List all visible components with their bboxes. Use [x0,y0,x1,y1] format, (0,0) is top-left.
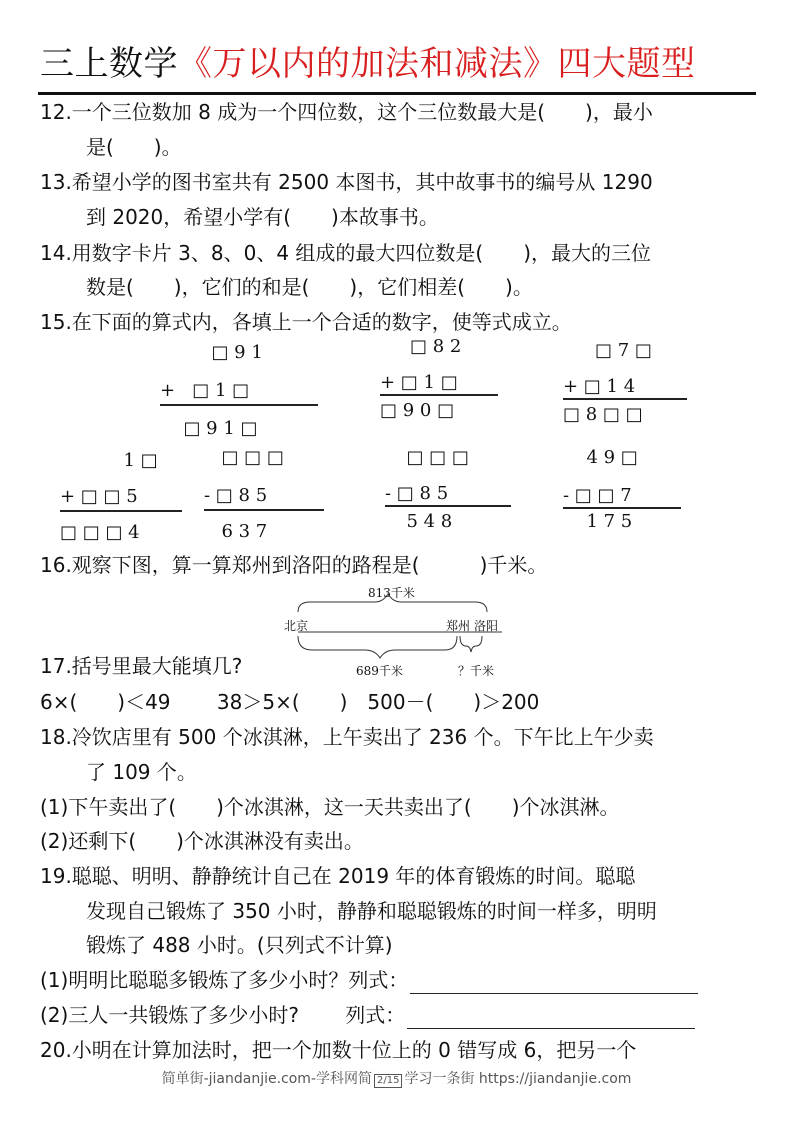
calc-7-row1: 4 9 □ [575,447,638,468]
calc-2 [380,336,520,426]
calc-3-bar [563,398,687,400]
page-number: 2/15 [374,1074,402,1088]
q14-line2: 数是( )，它们的和是( )，它们相差( )。 [86,275,533,299]
q17-line2: 6×( )＜49 38＞5×( ) 500－( )＞200 [40,690,540,714]
calc-7-bar [563,507,681,509]
q13-line1: 13.希望小学的图书室共有 2500 本图书，其中故事书的编号从 1290 [40,170,653,194]
calc-2-row1: □ 8 2 [410,336,462,357]
calc-1-bar [160,404,318,406]
footer [0,1068,793,1088]
label-beijing: 北京 [284,619,309,633]
calc-3-row2: + □ 1 4 [563,376,636,397]
q19-sub1-text: (1)明明比聪聪多锻炼了多少小时？列式： [40,968,409,992]
calc-5-row2: - □ 8 5 [204,485,268,506]
q18-line1: 18.冷饮店里有 500 个冰淇淋，上午卖出了 236 个。下午比上午少卖 [40,725,654,749]
calc-5-bar [204,509,324,511]
calc-2-row2: + □ 1 □ [380,372,458,393]
calc-3-row3: □ 8 □ □ [563,404,643,425]
calc-4-row2: + □ □ 5 [60,486,138,507]
q18-line2: 了 109 个。 [86,760,197,784]
calc-3 [563,340,703,430]
distance-diagram [280,582,510,682]
calc-5-row3: 6 3 7 [210,521,268,542]
title-red: 《万以内的加法和减法》四大题型 [178,44,696,84]
q18-line3: (1)下午卖出了( )个冰淇淋，这一天共卖出了( )个冰淇淋。 [40,795,620,819]
q19-sub2-text: (2)三人一共锻炼了多少小时? 列式： [40,1003,406,1027]
q19-line5 [40,1001,695,1029]
q12-line2: 是( )。 [86,135,182,159]
calc-1-row2: + □ 1 □ [160,380,250,401]
q15-line1: 15.在下面的算式内，各填上一个合适的数字，使等式成立。 [40,310,572,334]
calc-5-row1: □ □ □ [210,447,284,468]
calc-4-row3: □ □ □ 4 [60,522,140,543]
calc-1-row3: □ 9 1 □ [172,418,258,439]
label-zhengzhou: 郑州 [446,619,471,633]
calc-6-row2: - □ 8 5 [385,483,449,504]
q17-line1: 17.括号里最大能填几? [40,654,243,678]
q14-line1: 14.用数字卡片 3、8、0、4 组成的最大四位数是( )，最大的三位 [40,241,652,265]
label-813: 813千米 [368,586,415,600]
title-black: 三上数学 [40,44,178,84]
calc-6-bar [385,505,511,507]
footer-right: 学习一条街 https://jiandanjie.com [404,1071,632,1087]
q13-line2: 到 2020，希望小学有( )本故事书。 [86,205,439,229]
calc-6-row3: 5 4 8 [395,511,453,532]
calc-4-bar [60,510,182,512]
calc-4 [60,450,200,550]
q19-line4 [40,966,698,994]
calc-1 [160,342,330,442]
calc-7-row2: - □ □ 7 [563,485,632,506]
label-689: 689千米 [356,664,403,678]
page-title [40,40,696,88]
q19-sub1-answer-line [410,971,698,994]
bottom-left-brace [298,636,457,658]
q18-line4: (2)还剩下( )个冰淇淋没有卖出。 [40,829,364,853]
calc-2-bar [380,394,498,396]
calc-7-row3: 1 7 5 [575,511,633,532]
calc-2-row3: □ 9 0 □ [380,400,455,421]
calc-1-row1: □ 9 1 [200,342,263,363]
q19-line3: 锻炼了 488 小时。(只列式不计算) [86,933,393,957]
q19-sub2-answer-line [407,1006,695,1029]
label-unknown: ？千米 [458,664,495,678]
calc-6 [385,447,525,547]
q20-line1: 20.小明在计算加法时，把一个加数十位上的 0 错写成 6，把另一个 [40,1038,637,1062]
q19-line2: 发现自己锻炼了 350 小时，静静和聪聪锻炼的时间一样多，明明 [86,899,657,923]
q16-line1: 16.观察下图，算一算郑州到洛阳的路程是( )千米。 [40,553,548,577]
label-luoyang: 洛阳 [474,619,499,633]
title-underline [38,92,756,95]
q12-line1: 12.一个三位数加 8 成为一个四位数，这个三位数最大是( )，最小 [40,100,653,124]
bottom-right-brace [460,636,482,652]
calc-5 [200,447,340,547]
calc-6-row1: □ □ □ [395,447,469,468]
calc-4-row1: 1 □ [112,450,158,471]
q19-line1: 19.聪聪、明明、静静统计自己在 2019 年的体育锻炼的时间。聪聪 [40,864,636,888]
calc-3-row1: □ 7 □ [595,340,652,361]
calc-7 [563,447,703,547]
footer-left: 简单街-jiandanjie.com-学科网简 [161,1071,372,1087]
